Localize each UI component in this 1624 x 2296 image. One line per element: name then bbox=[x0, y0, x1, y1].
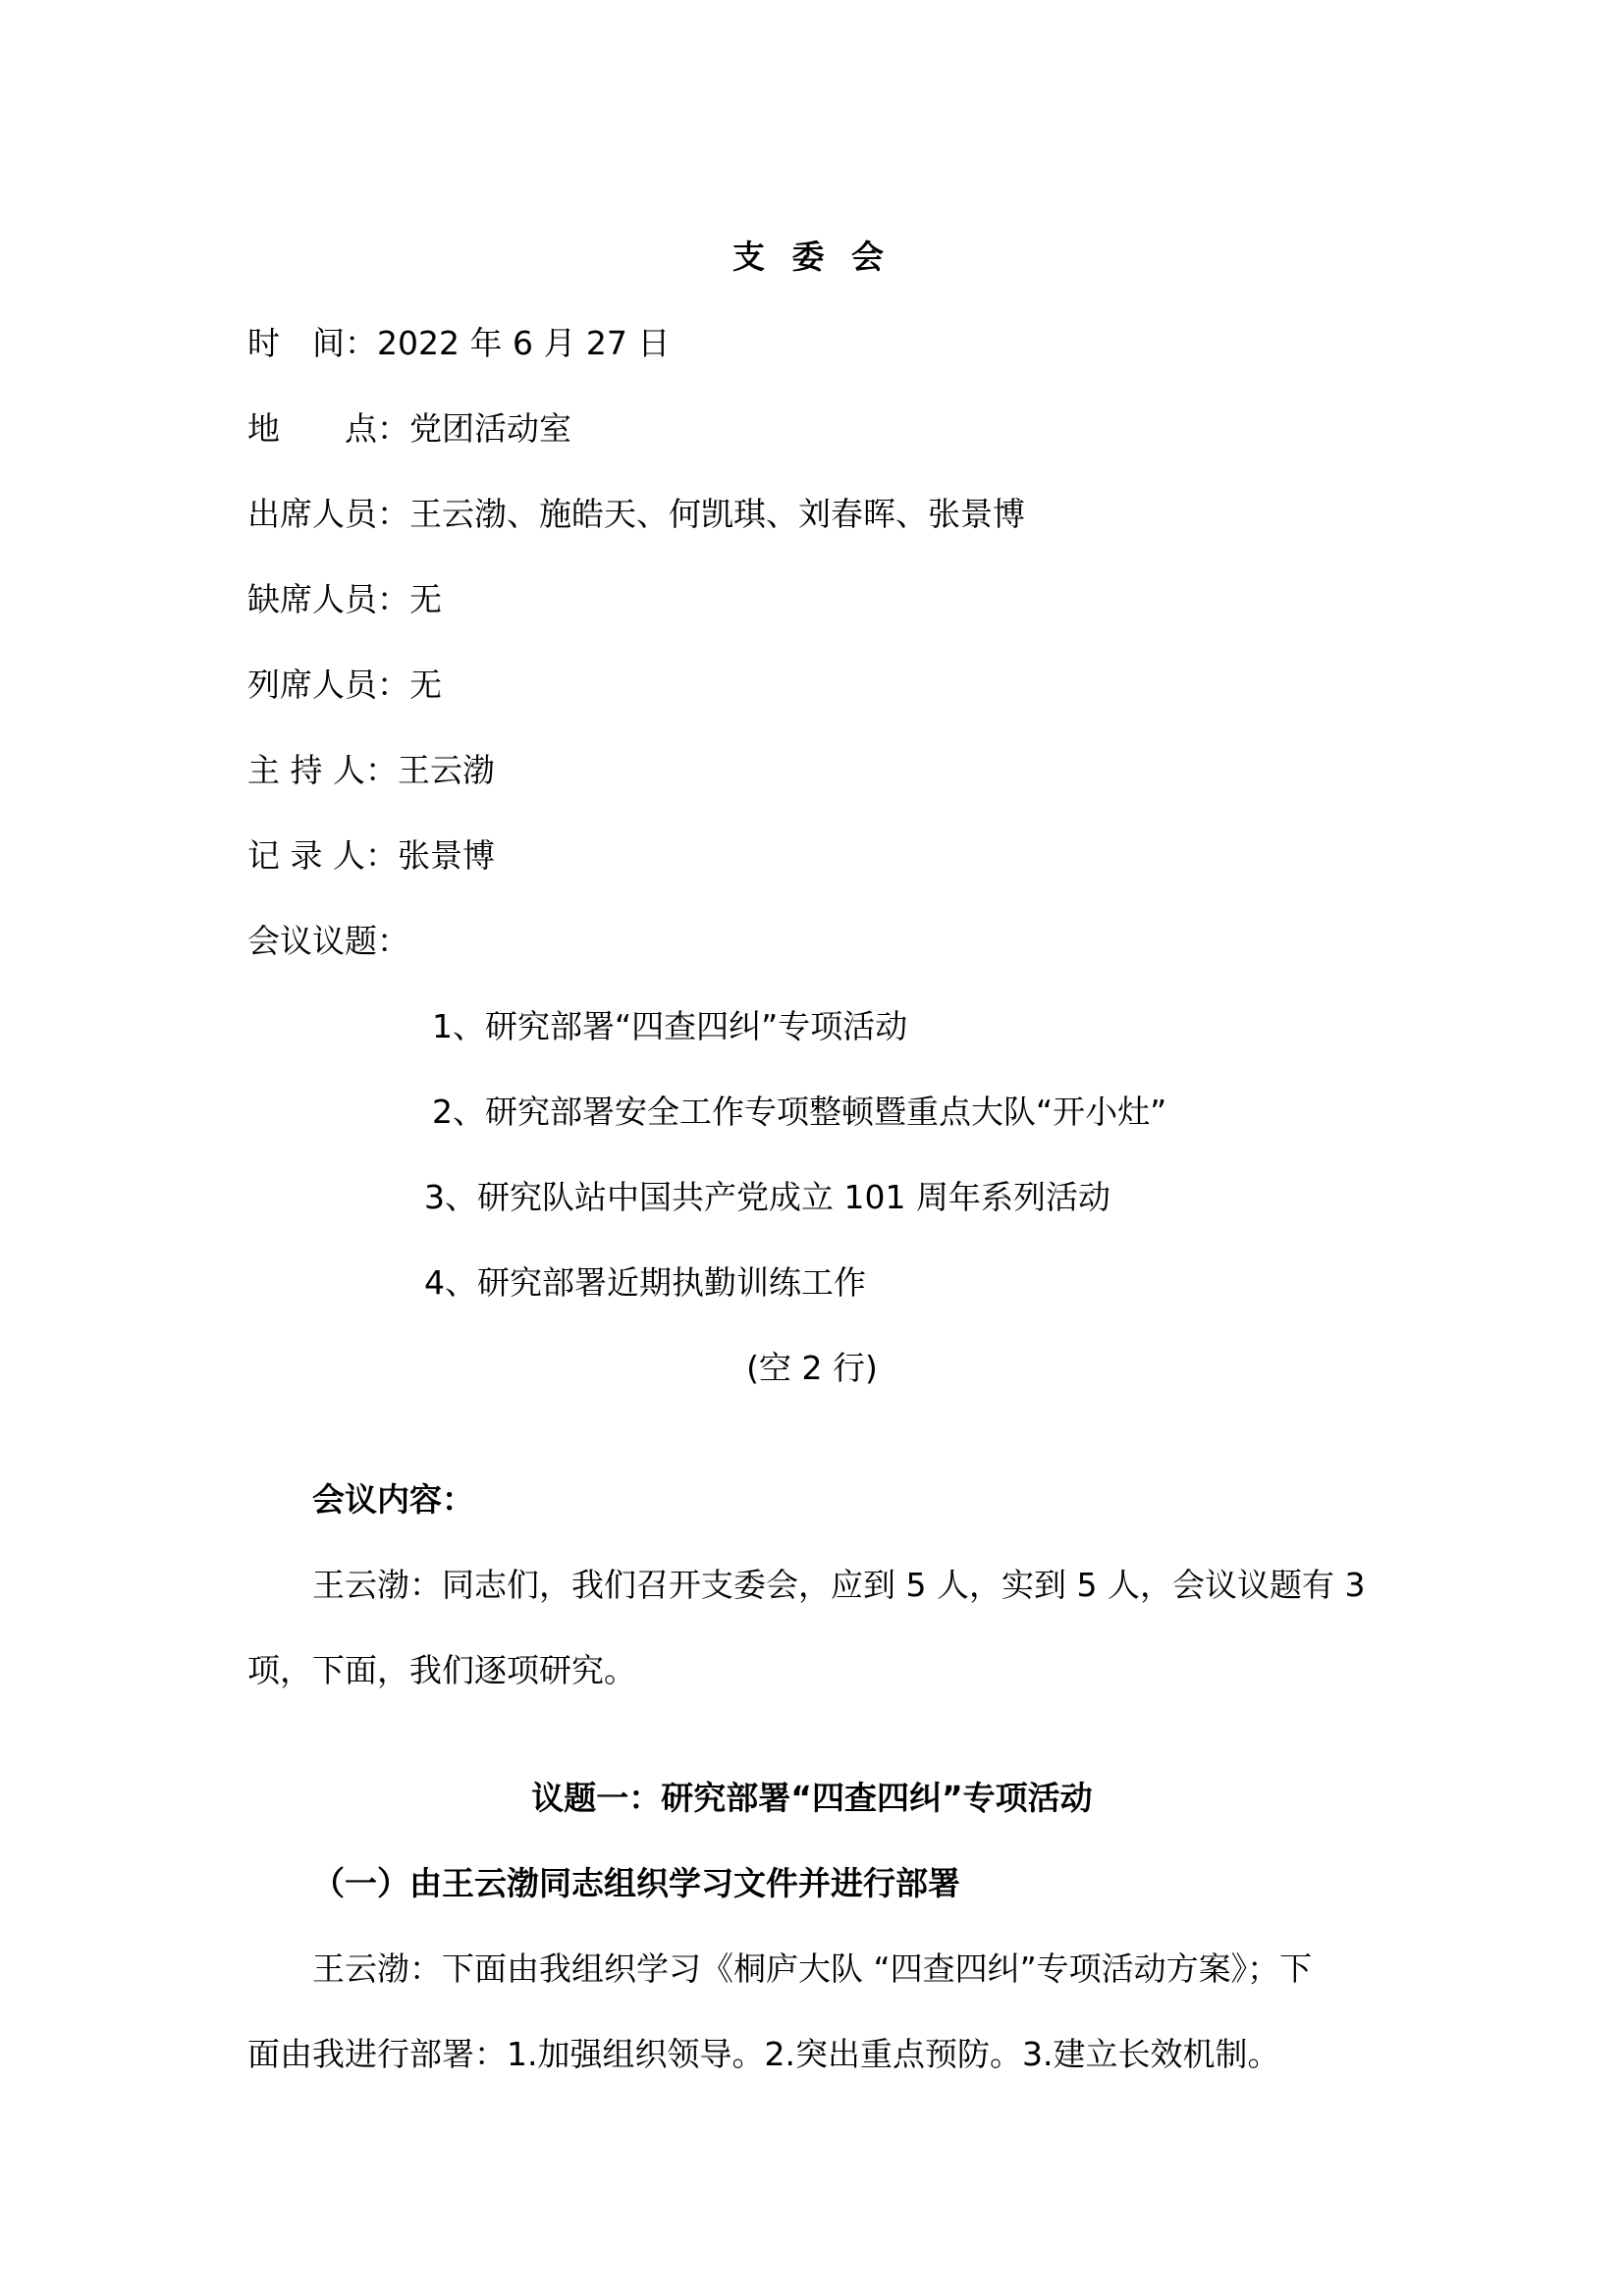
intro-paragraph-line: 项，下面，我们逐项研究。 bbox=[247, 1651, 636, 1689]
agenda-item: 3、研究队站中国共产党成立 101 周年系列活动 bbox=[424, 1178, 1110, 1216]
meeting-absent: 缺席人员：无 bbox=[247, 580, 442, 618]
spacer-note: (空 2 行) bbox=[746, 1349, 878, 1387]
content-heading: 会议内容： bbox=[312, 1480, 474, 1519]
meeting-host: 主 持 人：王云渤 bbox=[247, 751, 495, 789]
topic1-paragraph-line: 面由我进行部署：1.加强组织领导。2.突出重点预防。3.建立长效机制。 bbox=[247, 2035, 1280, 2073]
meeting-observers: 列席人员：无 bbox=[247, 666, 442, 704]
meeting-recorder: 记 录 人：张景博 bbox=[247, 836, 495, 875]
agenda-item: 4、研究部署近期执勤训练工作 bbox=[424, 1263, 866, 1302]
topic1-paragraph-line: 王云渤：下面由我组织学习《桐庐大队 “四查四纠”专项活动方案》；下 bbox=[312, 1949, 1313, 1988]
meeting-place: 地 点：党团活动室 bbox=[247, 409, 571, 448]
topic1-heading: 议题一：研究部署“四查四纠”专项活动 bbox=[531, 1779, 1093, 1817]
intro-paragraph-line: 王云渤：同志们，我们召开支委会，应到 5 人，实到 5 人，会议议题有 3 bbox=[312, 1566, 1366, 1604]
agenda-item: 2、研究部署安全工作专项整顿暨重点大队“开小灶” bbox=[432, 1093, 1167, 1131]
document-title: 支 委 会 bbox=[732, 238, 892, 276]
meeting-attendees: 出席人员：王云渤、施皓天、何凯琪、刘春晖、张景博 bbox=[247, 495, 1025, 533]
meeting-time: 时 间：2022 年 6 月 27 日 bbox=[247, 324, 671, 362]
agenda-item: 1、研究部署“四查四纠”专项活动 bbox=[432, 1007, 908, 1045]
topic1-subheading: （一）由王云渤同志组织学习文件并进行部署 bbox=[312, 1864, 960, 1902]
agenda-heading: 会议议题： bbox=[247, 922, 409, 960]
